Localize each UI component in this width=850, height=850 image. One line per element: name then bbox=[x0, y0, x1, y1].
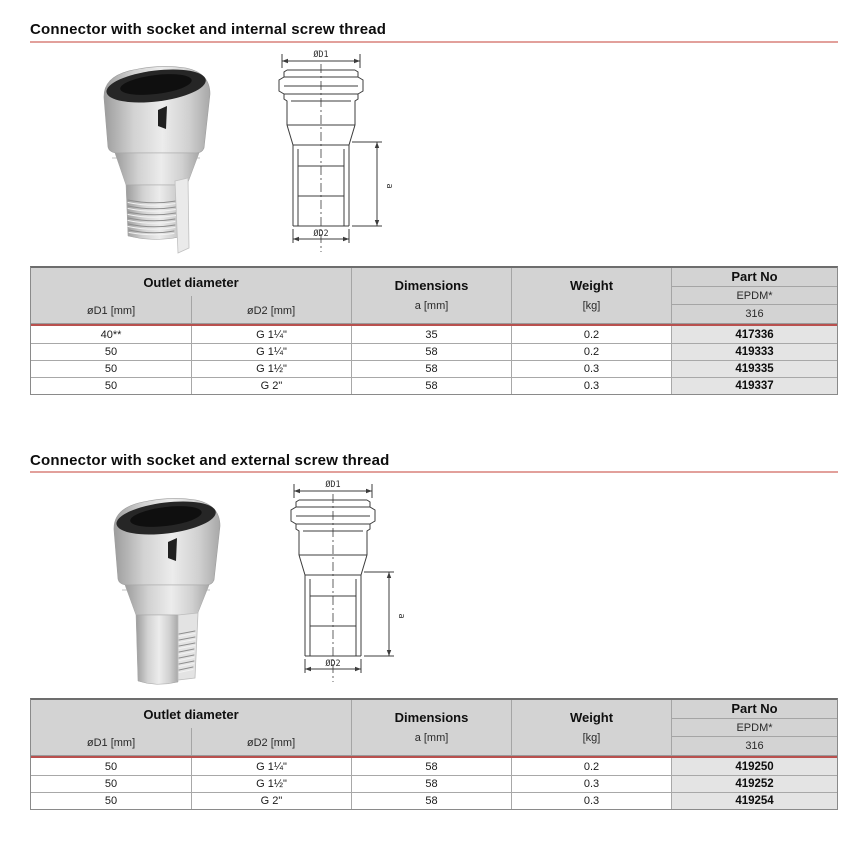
cell-d2: G 1¼" bbox=[191, 758, 351, 775]
dim-label-d1: ØD1 bbox=[313, 50, 329, 60]
cell-a: 35 bbox=[351, 326, 511, 343]
cell-a: 58 bbox=[351, 776, 511, 792]
title-underline bbox=[30, 41, 838, 43]
technical-drawing-internal-thread bbox=[248, 46, 396, 258]
cell-kg: 0.2 bbox=[511, 758, 671, 775]
part-no-header-group bbox=[671, 700, 837, 755]
column-subheader-d2: øD2 [mm] bbox=[246, 305, 296, 317]
table-row bbox=[31, 377, 837, 394]
column-subheader-a: a [mm] bbox=[414, 300, 449, 312]
connector-body-illustration bbox=[114, 497, 220, 685]
cell-d2: G 1¼" bbox=[191, 344, 351, 360]
column-header-part-no: Part No bbox=[731, 701, 778, 717]
table-header bbox=[31, 268, 837, 324]
cell-kg: 0.3 bbox=[511, 378, 671, 394]
cell-kg: 0.3 bbox=[511, 793, 671, 809]
title-underline bbox=[30, 471, 838, 473]
dim-label-a: a bbox=[384, 183, 394, 189]
cell-kg: 0.2 bbox=[511, 326, 671, 343]
cell-d2: G 2" bbox=[191, 378, 351, 394]
column-subheader-316: 316 bbox=[672, 736, 837, 755]
cutaway-flap bbox=[175, 178, 189, 253]
column-subheader-d2: øD2 [mm] bbox=[246, 737, 296, 749]
latch-notch bbox=[158, 106, 167, 129]
outlet-diameter-header-group bbox=[31, 268, 351, 323]
table-row bbox=[31, 326, 837, 343]
cell-d2: G 1¼" bbox=[191, 326, 351, 343]
cell-kg: 0.2 bbox=[511, 344, 671, 360]
column-subheader-316: 316 bbox=[672, 304, 837, 323]
cell-d1: 40** bbox=[100, 328, 122, 341]
cell-d1: 50 bbox=[104, 346, 118, 358]
column-subheader-epdm: EPDM* bbox=[672, 718, 837, 737]
parts-table-external-thread bbox=[30, 698, 838, 810]
table-row bbox=[31, 775, 837, 792]
cell-a: 58 bbox=[351, 344, 511, 360]
cell-part-no: 419252 bbox=[671, 776, 837, 792]
weight-header bbox=[511, 268, 671, 323]
column-subheader-a: a [mm] bbox=[414, 732, 449, 744]
dim-label-d2: ØD2 bbox=[313, 229, 329, 239]
column-header-dimensions: Dimensions bbox=[394, 710, 469, 725]
column-subheader-kg: [kg] bbox=[582, 300, 601, 312]
table-row bbox=[31, 343, 837, 360]
cell-part-no: 419333 bbox=[671, 344, 837, 360]
connector-body-illustration bbox=[104, 65, 210, 253]
cell-a: 58 bbox=[351, 378, 511, 394]
cell-a: 58 bbox=[351, 361, 511, 377]
cell-part-no: 417336 bbox=[671, 326, 837, 343]
column-header-dimensions: Dimensions bbox=[394, 278, 469, 293]
dim-label-d2: ØD2 bbox=[325, 659, 341, 669]
part-no-header-group bbox=[671, 268, 837, 323]
latch-notch bbox=[168, 538, 177, 561]
dimensions-header bbox=[351, 700, 511, 755]
cell-d1: 50 bbox=[104, 795, 118, 807]
cell-d1: 50 bbox=[104, 778, 118, 790]
table-header bbox=[31, 700, 837, 756]
column-header-part-no: Part No bbox=[731, 269, 778, 285]
cell-part-no: 419337 bbox=[671, 378, 837, 394]
cell-part-no: 419335 bbox=[671, 361, 837, 377]
column-divider bbox=[191, 728, 192, 755]
product-photo-internal-thread bbox=[88, 52, 228, 260]
weight-header bbox=[511, 700, 671, 755]
cell-a: 58 bbox=[351, 793, 511, 809]
section-title-internal-thread: Connector with socket and internal screw thread bbox=[30, 21, 387, 38]
cell-d1: 50 bbox=[104, 760, 118, 773]
dimensions-header bbox=[351, 268, 511, 323]
table-row bbox=[31, 758, 837, 775]
column-subheader-epdm: EPDM* bbox=[672, 286, 837, 305]
dim-label-a: a bbox=[396, 613, 406, 619]
column-header-outlet-diameter: Outlet diameter bbox=[143, 707, 239, 722]
cell-d2: G 2" bbox=[191, 793, 351, 809]
technical-drawing-external-thread bbox=[260, 476, 408, 688]
cell-part-no: 419250 bbox=[671, 758, 837, 775]
column-header-weight: Weight bbox=[569, 710, 614, 725]
column-header-weight: Weight bbox=[569, 278, 614, 293]
table-row bbox=[31, 360, 837, 377]
cell-d1: 50 bbox=[104, 363, 118, 375]
cell-d2: G 1½" bbox=[191, 776, 351, 792]
column-header-outlet-diameter: Outlet diameter bbox=[143, 275, 239, 290]
cell-d1: 50 bbox=[104, 380, 118, 392]
dim-label-d1: ØD1 bbox=[325, 480, 341, 490]
column-subheader-kg: [kg] bbox=[582, 732, 601, 744]
column-divider bbox=[191, 296, 192, 323]
cell-d2: G 1½" bbox=[191, 361, 351, 377]
cell-kg: 0.3 bbox=[511, 776, 671, 792]
column-subheader-d1: øD1 [mm] bbox=[86, 305, 136, 317]
product-photo-external-thread bbox=[98, 484, 238, 689]
cell-a: 58 bbox=[351, 758, 511, 775]
cell-kg: 0.3 bbox=[511, 361, 671, 377]
section-title-external-thread: Connector with socket and external screw thread bbox=[30, 452, 390, 469]
cell-part-no: 419254 bbox=[671, 793, 837, 809]
outlet-diameter-header-group bbox=[31, 700, 351, 755]
column-subheader-d1: øD1 [mm] bbox=[86, 737, 136, 749]
parts-table-internal-thread bbox=[30, 266, 838, 395]
table-row bbox=[31, 792, 837, 809]
